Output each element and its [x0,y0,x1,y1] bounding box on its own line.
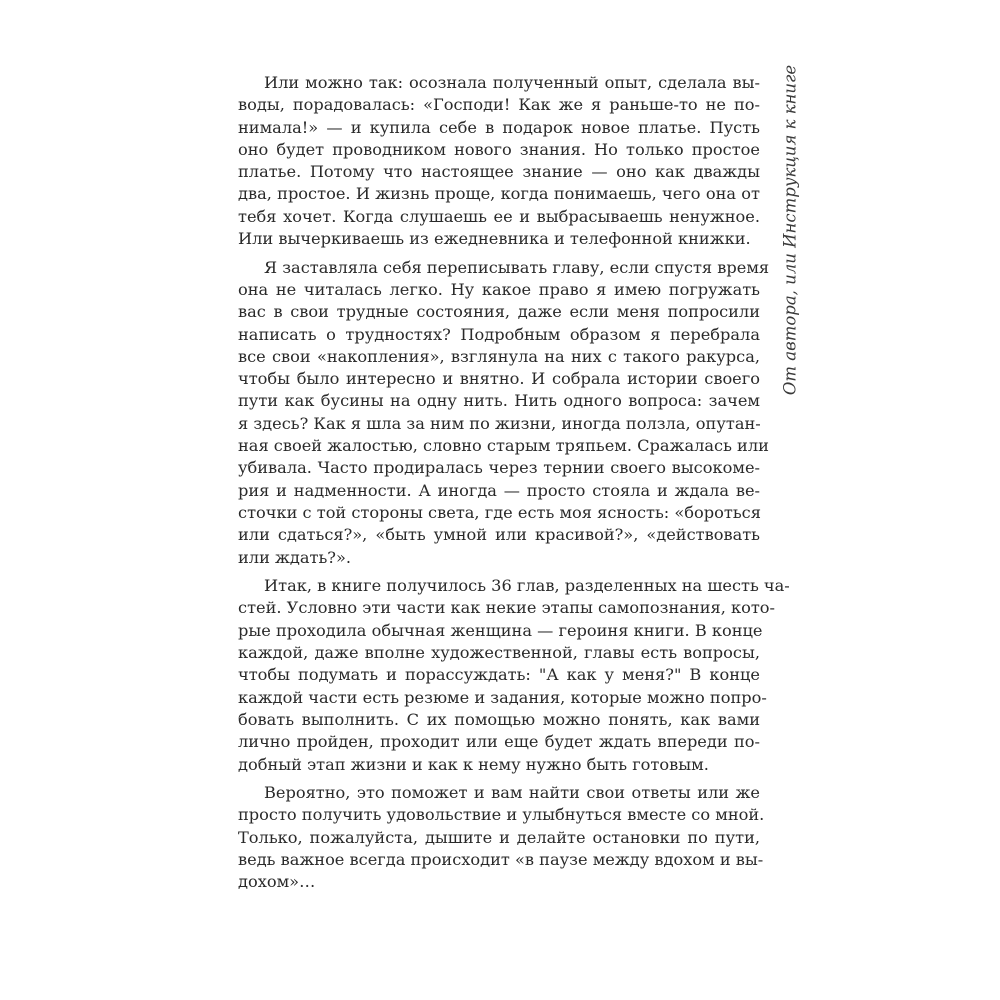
text-line: рые проходила обычная женщина — героиня книги. В конце [238,620,763,640]
text-line: тебя хочет. Когда слушаешь ее и выбрасываешь ненужное. [238,206,760,226]
text-line: ведь важное всегда происходит «в паузе между вдохом и вы- [238,849,764,869]
text-line: или ждать?». [238,547,352,567]
text-line: каждой части есть резюме и задания, которые можно попро- [238,687,767,707]
running-head [780,64,800,396]
text-line: лично пройден, проходит или еще будет ждать впереди по- [238,732,760,752]
text-line: дохом»… [238,872,316,892]
text-line: каждой, даже вполне художественной, главы есть вопросы, [238,643,760,663]
text-line: добный этап жизни и как к нему нужно быть готовым. [238,754,709,774]
text-line: я здесь? Как я шла за ним по жизни, иногда ползла, опутан- [238,413,761,433]
text-line: стей. Условно эти части как некие этапы самопознания, кото- [238,598,776,618]
text-line: Вероятно, это поможет и вам найти свои ответы или же [264,783,760,803]
text-line: она не читалась легко. Ну какое право я имею погружать [238,279,760,299]
paragraph [238,72,760,250]
body-text [238,72,790,900]
paragraph [238,782,765,893]
text-line: два, простое. И жизнь проще, когда понимаешь, чего она от [238,184,760,204]
text-line: Или вычеркиваешь из ежедневника и телефонной книжки. [238,229,751,249]
text-line: платье. Потому что настоящее знание — оно как дважды [238,162,760,182]
text-line: убивала. Часто продиралась через тернии своего высокоме- [238,458,760,478]
text-line: оно будет проводником нового знания. Но только простое [238,139,760,159]
text-line: воды, порадовалась: «Господи! Как же я раньше-то не по- [238,95,760,115]
paragraph [238,575,790,776]
running-head-text: От автора, или Инструкция к книге [780,64,800,396]
text-line: чтобы подумать и порассуждать: "А как у меня?" В конце [238,665,760,685]
text-line: ная своей жалостью, словно старым тряпьем. Сражалась или [238,436,769,456]
text-line: просто получить удовольствие и улыбнуться вместе со мной. [238,805,765,825]
text-line: все свои «накопления», взглянула на них с такого ракурса, [238,346,760,366]
text-line: или сдаться?», «быть умной или красивой?», «действовать [238,525,760,545]
text-line: написать о трудностях? Подробным образом я перебрала [238,324,760,344]
text-line: Итак, в книге получилось 36 глав, разделенных на шесть ча- [264,576,790,596]
text-line: чтобы было интересно и внятно. И собрала истории своего [238,369,760,389]
text-line: сточки с той стороны света, где есть моя ясность: «бороться [238,502,761,522]
text-line: нимала!» — и купила себе в подарок новое платье. Пусть [238,117,760,137]
text-line: Я заставляла себя переписывать главу, если спустя время [264,257,770,277]
text-line: рия и надменности. А иногда — просто стояла и ждала ве- [238,480,760,500]
text-line: Или можно так: осознала полученный опыт, сделала вы- [264,73,760,92]
text-line: Только, пожалуйста, дышите и делайте остановки по пути, [238,827,760,847]
paragraph [238,257,770,569]
text-line: пути как бусины на одну нить. Нить одного вопроса: зачем [238,391,760,411]
text-line: бовать выполнить. С их помощью можно понять, как вами [238,709,760,729]
text-line: вас в свои трудные состояния, даже если меня попросили [238,302,760,322]
